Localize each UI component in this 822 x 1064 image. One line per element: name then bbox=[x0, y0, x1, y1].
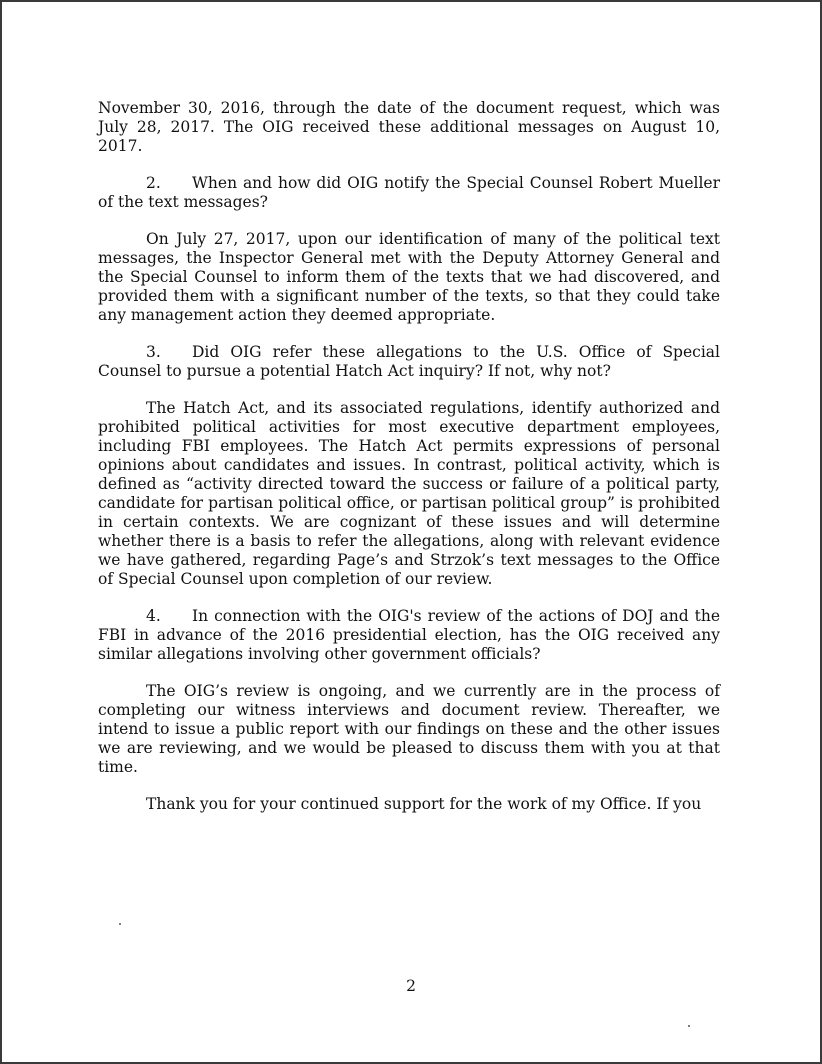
closing-text: Thank you for your continued support for the work of my Office. If you bbox=[146, 795, 702, 813]
question-text: In connection with the OIG's review of the actions of DOJ and the FBI in advance of the 2016 presidential election, has the OIG received any similar allegations involving other government officials? bbox=[98, 607, 720, 663]
paragraph-question-4 bbox=[98, 607, 720, 664]
scan-speck bbox=[119, 923, 121, 925]
question-number: 3. bbox=[146, 343, 161, 361]
question-number: 2. bbox=[146, 174, 161, 192]
paragraph-continuation bbox=[98, 99, 720, 156]
paragraph-closing bbox=[98, 795, 720, 814]
answer-text: On July 27, 2017, upon our identification of many of the political text messages, the Inspector General met with the Deputy Attorney General and the Special Counsel to inform them of the texts that we had discovered, and provided them with a significant number of the texts, so that they could take any management action they deemed appropriate. bbox=[98, 230, 720, 324]
page-number: 2 bbox=[406, 977, 416, 995]
paragraph-answer-3 bbox=[98, 399, 720, 589]
paragraph-answer-2 bbox=[98, 230, 720, 325]
answer-text: The OIG’s review is ongoing, and we currently are in the process of completing our witness interviews and document review. Thereafter, we intend to issue a public report with our findings on these and the other issues we are reviewing, and we would be pleased to discuss them with you at that time. bbox=[98, 682, 720, 776]
question-number: 4. bbox=[146, 607, 161, 625]
document-body bbox=[98, 99, 720, 832]
paragraph-answer-4 bbox=[98, 682, 720, 777]
scan-speck bbox=[688, 1025, 690, 1027]
paragraph-question-3 bbox=[98, 343, 720, 381]
paragraph-question-2 bbox=[98, 174, 720, 212]
paragraph-text: November 30, 2016, through the date of the document request, which was July 28, 2017. The OIG received these additional messages on August 10, 2017. bbox=[98, 99, 720, 155]
question-text: Did OIG refer these allegations to the U.S. Office of Special Counsel to pursue a potential Hatch Act inquiry? If not, why not? bbox=[98, 343, 720, 380]
answer-text: The Hatch Act, and its associated regulations, identify authorized and prohibited political activities for most executive department employees, including FBI employees. The Hatch Act permits expressions of personal opinions about candidates and issues. In contrast, political activity, which is defined as “activity directed toward the success or failure of a political party, candidate for partisan political office, or partisan political group” is prohibited in certain contexts. We are cognizant of these issues and will determine whether there is a basis to refer the allegations, along with relevant evidence we have gathered, regarding Page’s and Strzok’s text messages to the Office of Special Counsel upon completion of our review. bbox=[98, 399, 720, 588]
question-text: When and how did OIG notify the Special Counsel Robert Mueller of the text messages? bbox=[98, 174, 720, 211]
